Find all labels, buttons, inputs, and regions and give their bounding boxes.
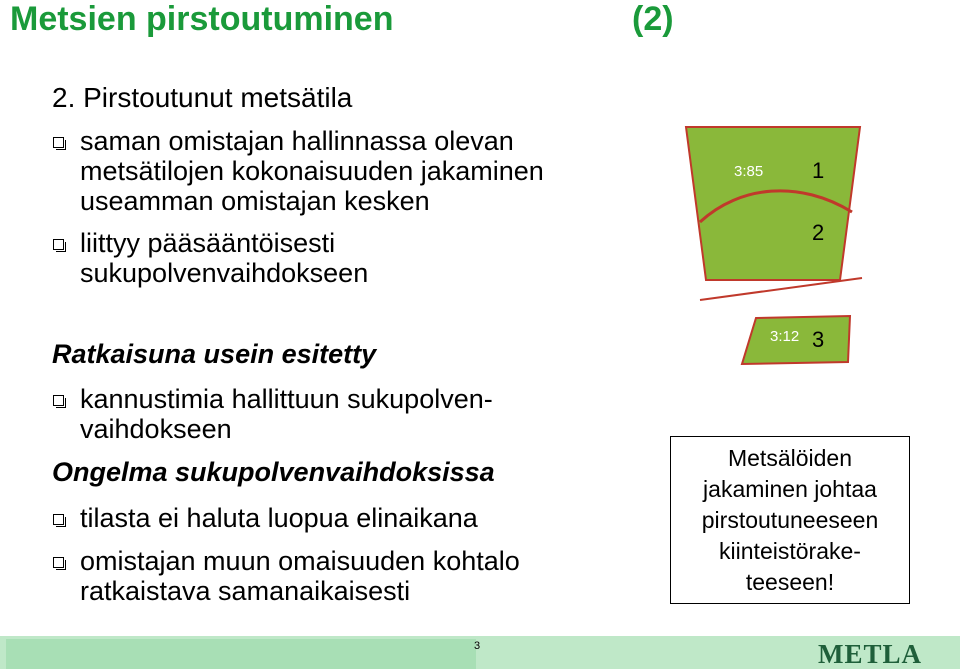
problem-subheading: Ongelma sukupolvenvaihdoksissa: [52, 457, 495, 487]
footer-band: [6, 639, 476, 669]
area-label-1: 1: [812, 158, 825, 183]
area-label-2: 2: [812, 220, 825, 245]
footer-bar: [0, 636, 960, 669]
note-line: kiinteistörake-: [719, 538, 861, 564]
note-line: pirstoutuneeseen: [701, 507, 879, 533]
bullet-line: liittyy pääsääntöisesti: [80, 228, 336, 258]
bullet-line: vaihdokseen: [80, 414, 232, 444]
parcel-upper-code: 3:85: [734, 163, 764, 180]
bullet-line: saman omistajan hallinnassa olevan: [80, 126, 514, 156]
parcel-lower-code: 3:12: [770, 328, 800, 345]
bullet-line: omistajan muun omaisuuden kohtalo: [80, 546, 520, 576]
bullet-line: sukupolvenvaihdokseen: [80, 258, 369, 288]
parcel-separator: [700, 278, 862, 300]
note-box: [670, 436, 910, 604]
section-heading: 2. Pirstoutunut metsätila: [52, 82, 353, 113]
bullet-line: ratkaistava samanaikaisesti: [80, 576, 411, 606]
note-line: Metsälöiden: [727, 445, 853, 471]
note-line: teeseen!: [745, 569, 835, 595]
note-line: jakaminen johtaa: [703, 476, 877, 502]
bullet-line: metsätilojen kokonaisuuden jakaminen: [80, 156, 544, 186]
page-number: 3: [474, 640, 481, 652]
bullet-line: useamman omistajan kesken: [80, 186, 430, 216]
title-text: Metsien pirstoutuminen: [10, 0, 394, 38]
title-number: (2): [632, 0, 674, 38]
bullet-line: kannustimia hallittuun sukupolven-: [80, 384, 493, 414]
solution-subheading: Ratkaisuna usein esitetty: [52, 339, 377, 369]
bullet-line: tilasta ei haluta luopua elinaikana: [80, 503, 478, 533]
metla-logo: METLA: [818, 639, 923, 669]
area-label-3: 3: [812, 327, 825, 352]
